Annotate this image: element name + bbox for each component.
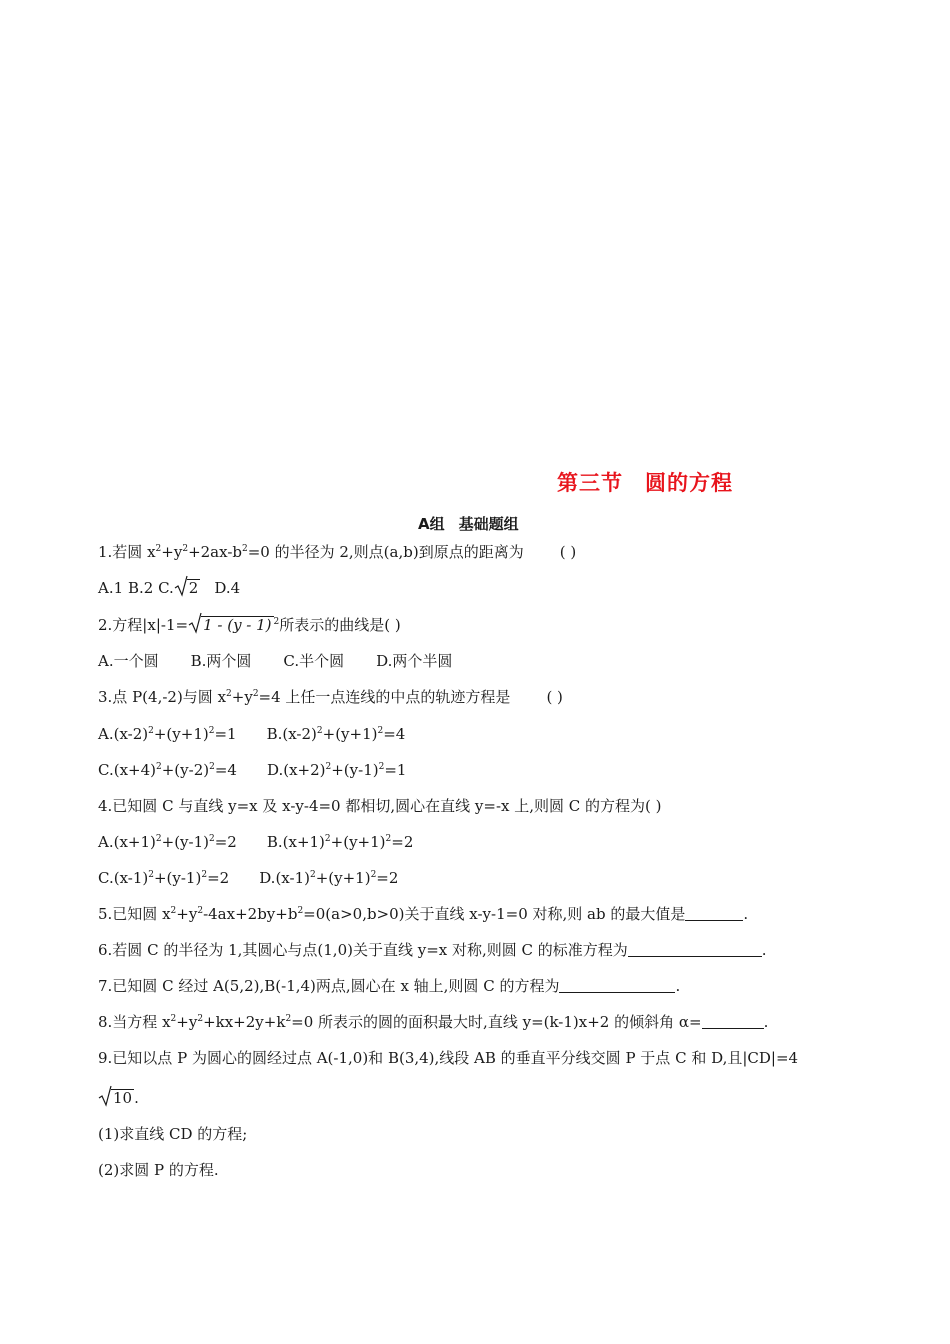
option-c: =2: [207, 869, 230, 887]
question-4-options-row-2: [98, 868, 398, 888]
option-c: C.半个圆: [283, 652, 345, 670]
question-4-options-row-1: [98, 832, 413, 852]
q5-text: =0(a>0,b>0)关于直线 x-y-1=0 对称,则 ab 的最大值是: [303, 905, 686, 923]
question-1-stem: [98, 542, 576, 562]
q1-sup: 2: [182, 544, 189, 554]
sup: 2: [208, 834, 215, 844]
q1-text: +y: [161, 543, 183, 561]
option-a: +(y+1): [153, 725, 209, 743]
question-2-options: [98, 651, 452, 671]
option-a: +(y-1): [161, 833, 209, 851]
option-b: =4: [383, 725, 406, 743]
q2-text: 所表示的曲线是( ): [279, 616, 401, 634]
group-label: A组: [418, 515, 445, 533]
option-a: A.(x-2): [98, 725, 149, 743]
q9-sub2-text: (2)求圆 P 的方程.: [98, 1161, 219, 1179]
question-9-sub-1: [98, 1124, 247, 1144]
q3-text: =4 上任一点连线的中点的轨迹方程是: [258, 688, 511, 706]
q7-end: .: [675, 977, 681, 995]
option-c: +(y-1): [153, 869, 202, 887]
answer-paren: ( ): [559, 543, 577, 561]
sup: 2: [197, 906, 204, 916]
option-d: +(y+1): [315, 869, 371, 887]
q1-text: =0 的半径为 2,则点(a,b)到原点的距离为: [247, 543, 524, 561]
option-a: A.(x+1): [98, 833, 156, 851]
question-9-sub-2: [98, 1160, 219, 1180]
q2-sup: 2: [273, 617, 280, 627]
option-c: C.(x-1): [98, 869, 149, 887]
sup: 2: [156, 762, 162, 772]
sup: 2: [377, 726, 384, 736]
group-heading: [418, 513, 519, 534]
question-3-options-row-2: [98, 760, 406, 780]
option-b: B.2: [127, 579, 154, 597]
option-b: +(y+1): [322, 725, 378, 743]
sup: 2: [155, 834, 162, 844]
option-a: A.一个圆: [98, 652, 159, 670]
sup: 2: [324, 834, 331, 844]
option-c: =4: [214, 761, 237, 779]
question-9-stem: [98, 1048, 798, 1068]
section-title: [557, 467, 733, 497]
option-b: B.(x-2): [266, 725, 317, 743]
question-1-options: [98, 578, 240, 598]
option-a: =2: [214, 833, 237, 851]
sup: 2: [209, 762, 215, 772]
sup: 2: [170, 906, 177, 916]
sup: 2: [170, 1014, 177, 1024]
q9-end: .: [134, 1089, 139, 1107]
sup: 2: [148, 870, 154, 880]
sup: 2: [325, 762, 332, 772]
q3-sup: 2: [252, 689, 259, 699]
section-title-number: 第三节: [557, 471, 623, 495]
sup: 2: [378, 762, 385, 772]
sup: 2: [297, 906, 304, 916]
section-title-text: 圆的方程: [645, 471, 733, 495]
sqrt-expression: [188, 615, 273, 635]
q5-text: +y: [176, 905, 198, 923]
sup: 2: [208, 726, 215, 736]
question-9-stem-cont: [98, 1088, 139, 1108]
q5-end: .: [743, 905, 749, 923]
q8-text: +kx+2y+k: [203, 1013, 286, 1031]
question-6: [98, 940, 767, 960]
sup: 2: [309, 870, 316, 880]
question-4-stem: [98, 796, 662, 816]
sqrt-expression: [98, 1088, 134, 1108]
radicand: 10: [113, 1089, 133, 1107]
option-d: D.(x-1): [259, 869, 310, 887]
q1-sup: 2: [155, 544, 162, 554]
answer-blank[interactable]: [559, 978, 675, 993]
sqrt-expression: [174, 578, 201, 598]
q3-text: +y: [231, 688, 253, 706]
question-3-options-row-1: [98, 724, 405, 744]
option-a: =1: [214, 725, 237, 743]
q1-text: +2ax-b: [188, 543, 242, 561]
option-d: =2: [376, 869, 399, 887]
q8-text: 8.当方程 x: [98, 1013, 171, 1031]
q5-text: 5.已知圆 x: [98, 905, 171, 923]
q1-text: 1.若圆 x: [98, 543, 156, 561]
option-d: D.两个半圆: [376, 652, 453, 670]
group-title: 基础题组: [458, 515, 519, 533]
q2-text: 2.方程|x|-1=: [98, 616, 189, 634]
sup: 2: [285, 1014, 292, 1024]
question-7: [98, 976, 680, 996]
sup: 2: [370, 870, 377, 880]
q7-text: 7.已知圆 C 经过 A(5,2),B(-1,4)两点,圆心在 x 轴上,则圆 C 的方程为: [98, 977, 560, 995]
option-b: =2: [391, 833, 414, 851]
option-a: A.1: [98, 579, 124, 597]
answer-blank[interactable]: [685, 906, 743, 921]
question-2-stem: [98, 615, 401, 635]
sup: 2: [148, 726, 154, 736]
option-c: C.: [158, 579, 174, 597]
option-d: D.(x+2): [266, 761, 326, 779]
sup: 2: [316, 726, 323, 736]
sup: 2: [201, 870, 208, 880]
q1-sup: 2: [241, 544, 248, 554]
q8-text: +y: [176, 1013, 198, 1031]
option-b: B.两个圆: [190, 652, 252, 670]
q8-text: =0 所表示的圆的面积最大时,直线 y=(k-1)x+2 的倾斜角 α=: [291, 1013, 702, 1031]
sup: 2: [385, 834, 392, 844]
option-c: C.(x+4): [98, 761, 156, 779]
question-8: [98, 1012, 768, 1032]
q9-sub1-text: (1)求直线 CD 的方程;: [98, 1125, 248, 1143]
q4-text: 4.已知圆 C 与直线 y=x 及 x-y-4=0 都相切,圆心在直线 y=-x 上,则圆 C 的方程为( ): [98, 797, 662, 815]
q8-end: .: [763, 1013, 769, 1031]
q5-text: -4ax+2by+b: [203, 905, 298, 923]
q9-text: 9.已知以点 P 为圆心的圆经过点 A(-1,0)和 B(3,4),线段 AB 的垂直平分线交圆 P 于点 C 和 D,且|CD|=4: [98, 1049, 799, 1067]
option-d: D.4: [214, 579, 241, 597]
q6-end: .: [761, 941, 767, 959]
radicand: 2: [188, 579, 199, 597]
answer-paren: ( ): [546, 688, 563, 706]
q6-text: 6.若圆 C 的半径为 1,其圆心与点(1,0)关于直线 y=x 对称,则圆 C 的标准方程为: [98, 941, 628, 959]
option-d: =1: [384, 761, 407, 779]
q3-text: 3.点 P(4,-2)与圆 x: [98, 688, 227, 706]
radicand: 1 - (y - 1): [203, 616, 272, 634]
answer-blank[interactable]: [702, 1014, 764, 1029]
answer-blank[interactable]: [628, 942, 762, 957]
question-5: [98, 904, 748, 924]
question-3-stem: [98, 687, 563, 707]
sup: 2: [197, 1014, 204, 1024]
option-d: +(y-1): [331, 761, 379, 779]
option-c: +(y-2): [161, 761, 210, 779]
q3-sup: 2: [226, 689, 232, 699]
option-b: B.(x+1): [266, 833, 325, 851]
option-b: +(y+1): [330, 833, 386, 851]
